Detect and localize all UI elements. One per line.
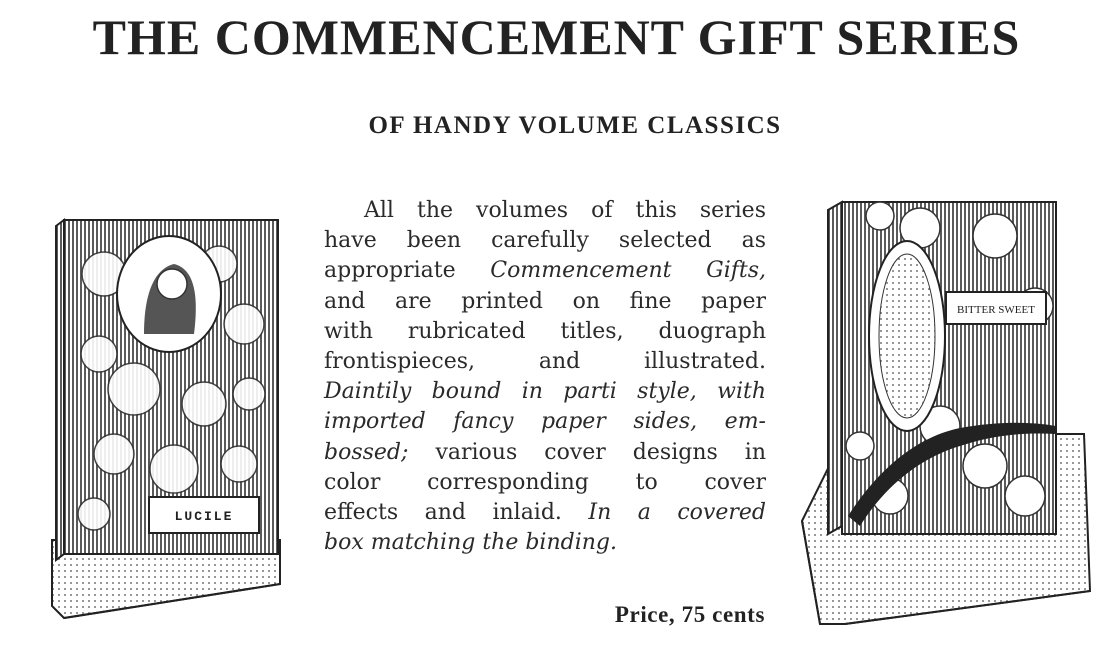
desc-line-2: have been carefully selected as (324, 228, 766, 254)
lucile-book-illustration (44, 214, 294, 620)
desc-line-5: with rubricated titles, duograph (324, 318, 766, 344)
desc-line-9: bossed; various cover designs in (324, 439, 766, 465)
bitter-sweet-label: BITTER SWEET (957, 304, 1035, 316)
desc-line-4: and are printed on fine paper (324, 288, 766, 314)
desc-line-8: imported fancy paper sides, em- (324, 409, 766, 435)
desc-line-12: box matching the binding. (324, 530, 617, 556)
desc-line-11: effects and inlaid. In a covered (324, 500, 766, 526)
series-description (324, 196, 766, 558)
desc-line-1: All the volumes of this series (364, 198, 766, 223)
price-label: Price, 75 cents (614, 602, 765, 627)
desc-line-10: color corresponding to cover (324, 469, 766, 495)
desc-line-3: appropriate Commencement Gifts, (324, 258, 766, 284)
lucile-label: LUCILE (174, 509, 234, 524)
desc-line-6: frontispieces, and illustrated. (324, 349, 766, 375)
page-title: THE COMMENCEMENT GIFT SERIES (92, 9, 1021, 65)
page-subtitle: OF HANDY VOLUME CLASSICS (368, 112, 782, 139)
desc-line-7: Daintily bound in parti style, with (324, 379, 766, 405)
bitter-sweet-book-illustration (800, 196, 1100, 636)
